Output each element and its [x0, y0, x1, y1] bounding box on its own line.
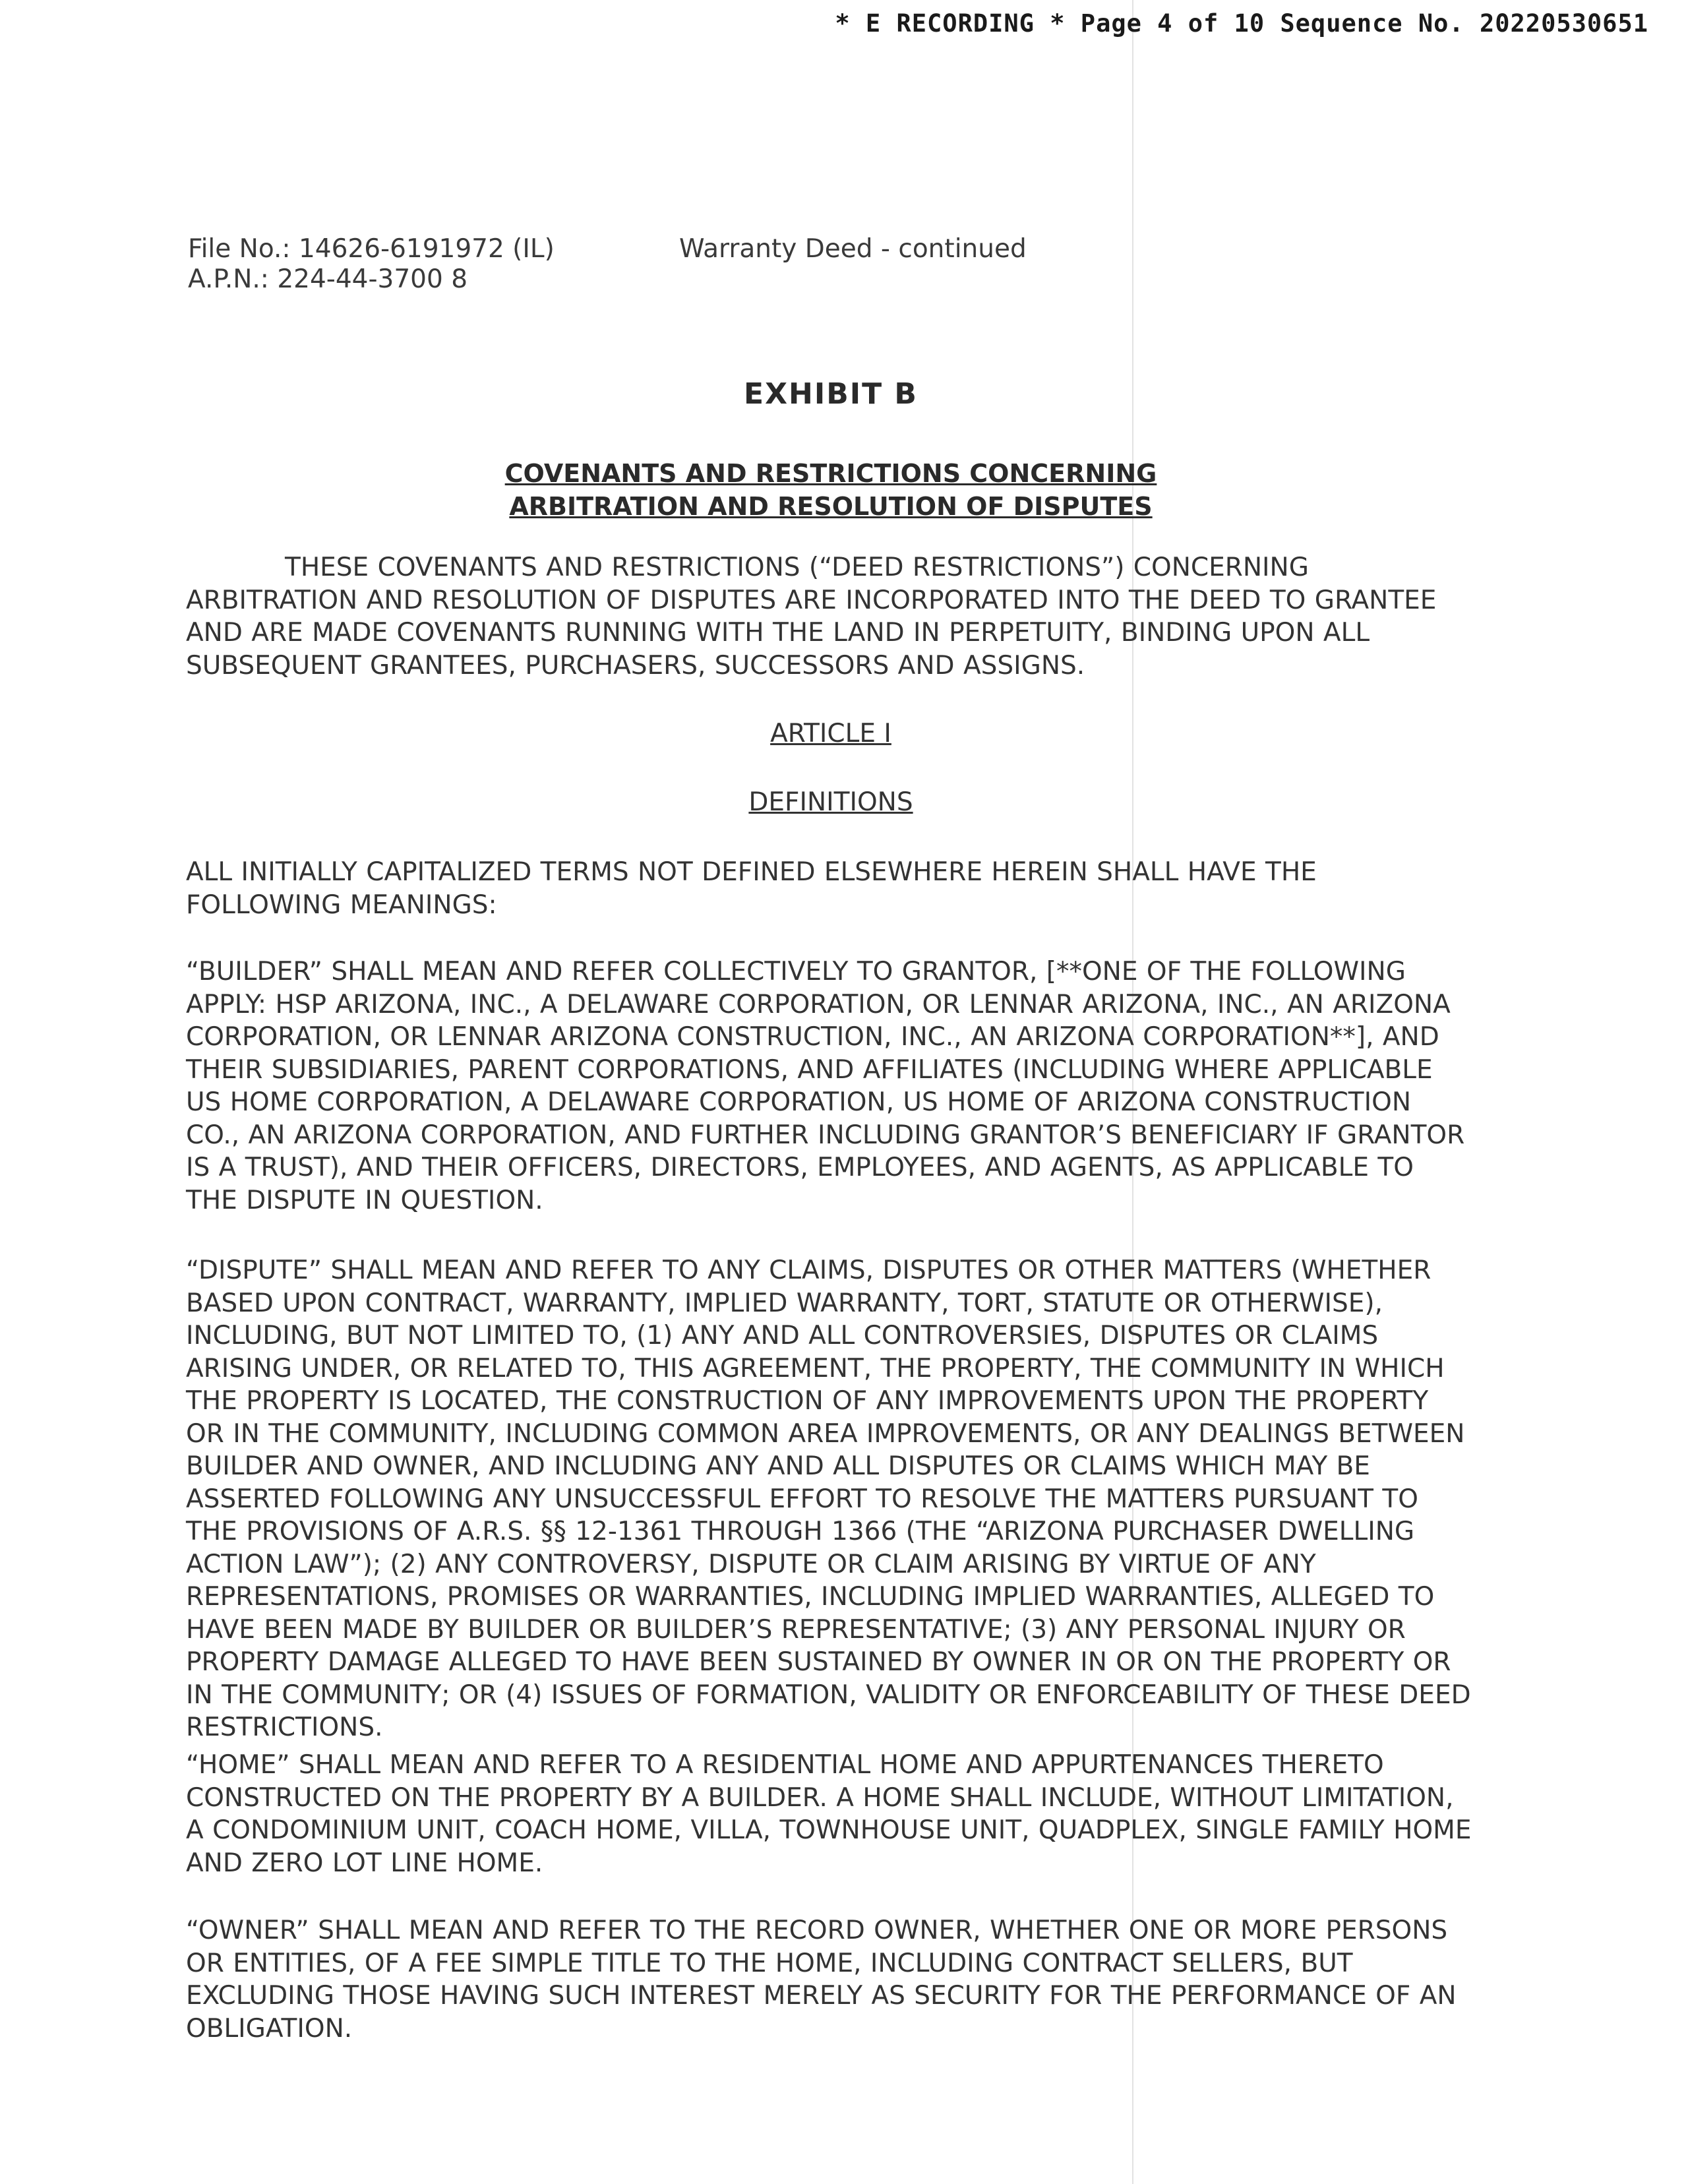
- definitions-intro: ALL INITIALLY CAPITALIZED TERMS NOT DEFINED ELSEWHERE HEREIN SHALL HAVE THE FOLLOWING MEANINGS:: [186, 857, 1317, 920]
- covenant-title-line-1: COVENANTS AND RESTRICTIONS CONCERNING: [504, 459, 1157, 488]
- deed-title: Warranty Deed - continued: [679, 234, 1027, 264]
- recording-header: * E RECORDING * Page 4 of 10 Sequence No. 20220530651: [835, 9, 1648, 38]
- definition-builder: “BUILDER” SHALL MEAN AND REFER COLLECTIVELY TO GRANTOR, [**ONE OF THE FOLLOWING APPLY: HSP ARIZONA, INC., A DELAWARE CORPORATION, OR LENNAR ARIZONA, INC., AN ARIZONA CORPORATION, OR LENNAR ARIZONA CONSTRUCTION, INC., AN ARIZONA CORPORATION**], AND THEIR SUBSIDIARIES, PARENT CORPORATIONS, AND AFFILIATES (INCLUDING WHERE APPLICABLE US HOME CORPORATION, A DELAWARE CORPORATION, US HOME OF ARIZONA CONSTRUCTION CO., AN ARIZONA CORPORATION, AND FURTHER INCLUDING GRANTOR’S BENEFICIARY IF GRANTOR IS A TRUST), AND THEIR OFFICERS, DIRECTORS, EMPLOYEES, AND AGENTS, AS APPLICABLE TO THE DISPUTE IN QUESTION.: [186, 957, 1465, 1215]
- article-title: DEFINITIONS: [748, 787, 913, 817]
- definition-owner: “OWNER” SHALL MEAN AND REFER TO THE RECORD OWNER, WHETHER ONE OR MORE PERSONS OR ENTITIES, OF A FEE SIMPLE TITLE TO THE HOME, INCLUDING CONTRACT SELLERS, BUT EXCLUDING THOSE HAVING SUCH INTEREST MERELY AS SECURITY FOR THE PERFORMANCE OF AN OBLIGATION.: [186, 1916, 1457, 2044]
- apn-number: A.P.N.: 224-44-3700 8: [188, 264, 468, 294]
- definition-home: “HOME” SHALL MEAN AND REFER TO A RESIDENTIAL HOME AND APPURTENANCES THERETO CONSTRUCTED ON THE PROPERTY BY A BUILDER. A HOME SHALL INCLUDE, WITHOUT LIMITATION, A CONDOMINIUM UNIT, COACH HOME, VILLA, TOWNHOUSE UNIT, QUADPLEX, SINGLE FAMILY HOME AND ZERO LOT LINE HOME.: [186, 1750, 1472, 1878]
- intro-paragraph: THESE COVENANTS AND RESTRICTIONS (“DEED RESTRICTIONS”) CONCERNING ARBITRATION AND RESOLUTION OF DISPUTES ARE INCORPORATED INTO THE DEED TO GRANTEE AND ARE MADE COVENANTS RUNNING WITH THE LAND IN PERPETUITY, BINDING UPON ALL SUBSEQUENT GRANTEES, PURCHASERS, SUCCESSORS AND ASSIGNS.: [186, 553, 1437, 681]
- file-number: File No.: 14626-6191972 (IL): [188, 234, 555, 264]
- exhibit-title: EXHIBIT B: [744, 377, 918, 411]
- article-number: ARTICLE I: [770, 719, 891, 748]
- covenant-title: [0, 457, 1662, 523]
- covenant-title-line-2: ARBITRATION AND RESOLUTION OF DISPUTES: [509, 492, 1153, 521]
- file-info: [188, 234, 555, 295]
- definition-dispute: “DISPUTE” SHALL MEAN AND REFER TO ANY CLAIMS, DISPUTES OR OTHER MATTERS (WHETHER BASED UPON CONTRACT, WARRANTY, IMPLIED WARRANTY, TORT, STATUTE OR OTHERWISE), INCLUDING, BUT NOT LIMITED TO, (1) ANY AND ALL CONTROVERSIES, DISPUTES OR CLAIMS ARISING UNDER, OR RELATED TO, THIS AGREEMENT, THE PROPERTY, THE COMMUNITY IN WHICH THE PROPERTY IS LOCATED, THE CONSTRUCTION OF ANY IMPROVEMENTS UPON THE PROPERTY OR IN THE COMMUNITY, INCLUDING COMMON AREA IMPROVEMENTS, OR ANY DEALINGS BETWEEN BUILDER AND OWNER, AND INCLUDING ANY AND ALL DISPUTES OR CLAIMS WHICH MAY BE ASSERTED FOLLOWING ANY UNSUCCESSFUL EFFORT TO RESOLVE THE MATTERS PURSUANT TO THE PROVISIONS OF A.R.S. §§ 12-1361 THROUGH 1366 (THE “ARIZONA PURCHASER DWELLING ACTION LAW”); (2) ANY CONTROVERSY, DISPUTE OR CLAIM ARISING BY VIRTUE OF ANY REPRESENTATIONS, PROMISES OR WARRANTIES, INCLUDING IMPLIED WARRANTIES, ALLEGED TO HAVE BEEN MADE BY BUILDER OR BUILDER’S REPRESENTATIVE; (3) ANY PERSONAL INJURY OR PROPERTY DAMAGE ALLEGED TO HAVE BEEN SUSTAINED BY OWNER IN OR ON THE PROPERTY OR IN THE COMMUNITY; OR (4) ISSUES OF FORMATION, VALIDITY OR ENFORCEABILITY OF THESE DEED RESTRICTIONS.: [186, 1256, 1471, 1742]
